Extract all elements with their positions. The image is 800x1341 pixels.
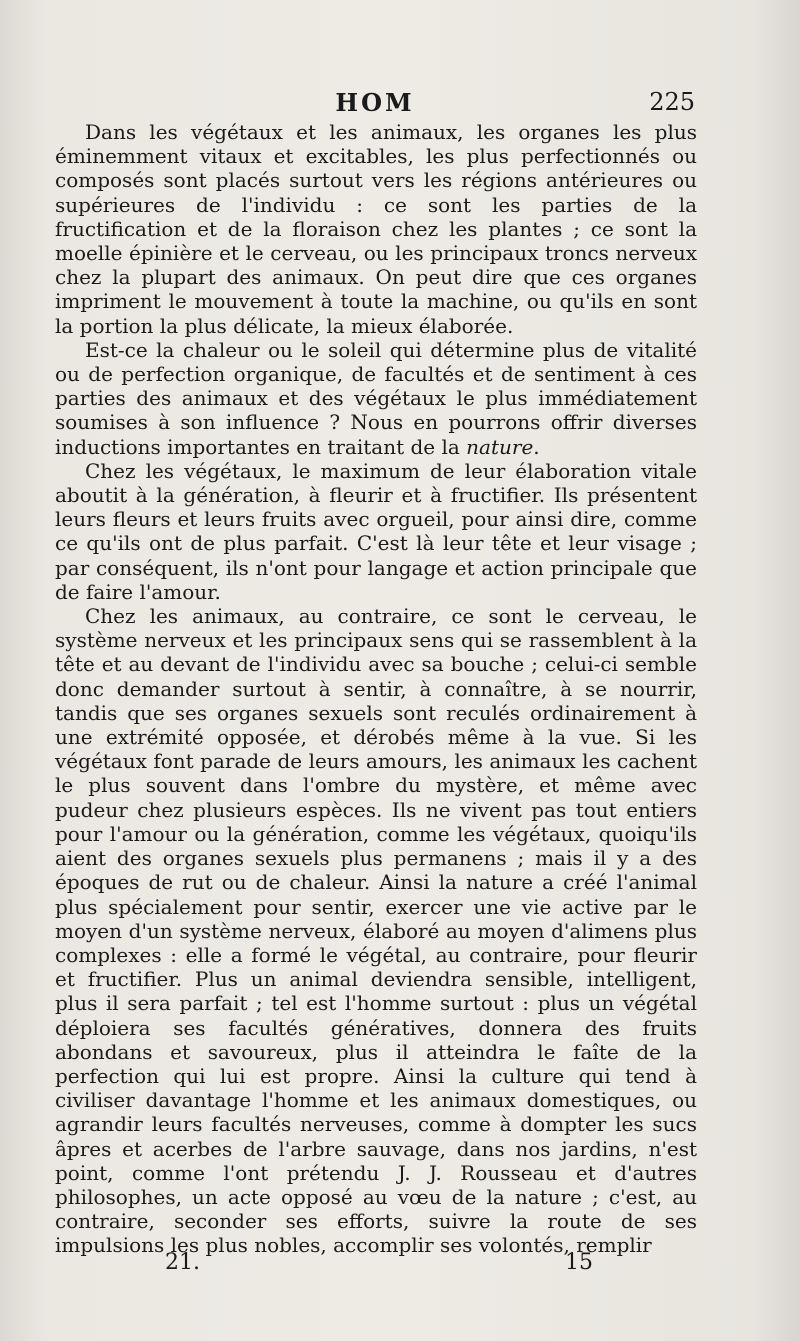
running-head: HOM xyxy=(335,88,415,117)
paragraph-text: Chez les animaux, au contraire, ce sont le cerveau, le système nerveux et les principaux sens qui se rassemblent à la tête et au devant de l'individu avec sa bouche ; celui-ci semble donc demander surtout à sentir, à connaître, à se nourrir, tandis que ses organes sexuels sont reculés ordinairement à une extrémité opposée, et dérobés même à la vue. Si les végétaux font parade de leurs amours, les animaux les cachent le plus souvent dans l'ombre du mystère, et même avec pudeur chez plusieurs espèces. Ils ne vivent pas tout entiers pour l'amour ou la génération, comme les végétaux, quoiqu'ils aient des organes sexuels plus permanens ; mais il y a des époques de rut ou de chaleur. Ainsi la nature a créé l'animal plus spécialement pour sentir, exercer une vie active par le moyen d'un système nerveux, élaboré au moyen d'alimens plus complexes : elle a formé le végétal, au contraire, pour fleurir et fructifier. Plus un animal deviendra sensible, intelligent, plus il sera parfait ; tel est l'homme surtout : plus un végétal déploiera ses facultés génératives, donnera des fruits abondans et savoureux, plus il atteindra le faîte de la perfection qui lui est propre. Ainsi la culture qui tend à civiliser davantage l'homme et les animaux domestiques, ou agrandir leurs facultés nerveuses, comme à dompter les sucs âpres et acerbes de l'arbre sauvage, dans nos jardins, n'est point, comme l'ont prétendu J. J. Rousseau et d'autres philosophes, un acte opposé au vœu de la nature ; c'est, au contraire, seconder ses efforts, suivre la route de ses impulsions les plus nobles, accomplir ses volontés, remplir xyxy=(55,604,697,1258)
sheet-number: 15 xyxy=(565,1250,593,1275)
paragraph-text: Dans les végétaux et les animaux, les organes les plus éminemment vitaux et excitables, les plus perfectionnés ou composés sont placés surtout vers les régions antérieures ou supérieures de l'individu : ce sont les parties de la fructification et de la floraison chez les plantes ; ce sont la moelle épinière et le cerveau, ou les principaux troncs nerveux chez la plupart des animaux. On peut dire que ces organes impriment le mouvement à toute la machine, ou qu'ils en sont la portion la plus délicate, la mieux élaborée. xyxy=(55,120,697,338)
page-body xyxy=(55,120,697,1258)
signature-mark: 21. xyxy=(165,1250,200,1275)
paragraph-tail: . xyxy=(533,434,540,459)
paragraph-4 xyxy=(55,604,697,1257)
page-footer xyxy=(55,1250,695,1280)
page-header xyxy=(55,88,695,118)
paragraph-2 xyxy=(55,338,697,459)
page-number: 225 xyxy=(649,88,695,116)
paragraph-1 xyxy=(55,120,697,338)
paragraph-text: Est-ce la chaleur ou le soleil qui détermine plus de vitalité ou de perfection organique, de facultés et de sentiment à ces parties des animaux et des végétaux le plus immédiatement soumises à son influence ? Nous en pourrons offrir diverses inductions importantes en traitant de la xyxy=(55,337,697,459)
emphasis-word: nature xyxy=(466,434,534,459)
paragraph-3 xyxy=(55,459,697,604)
paragraph-text: Chez les végétaux, le maximum de leur élaboration vitale aboutit à la génération, à fleurir et à fructifier. Ils présentent leurs fleurs et leurs fruits avec orgueil, pour ainsi dire, comme ce qu'ils ont de plus parfait. C'est là leur tête et leur visage ; par conséquent, ils n'ont pour langage et action principale que de faire l'amour. xyxy=(55,458,697,604)
